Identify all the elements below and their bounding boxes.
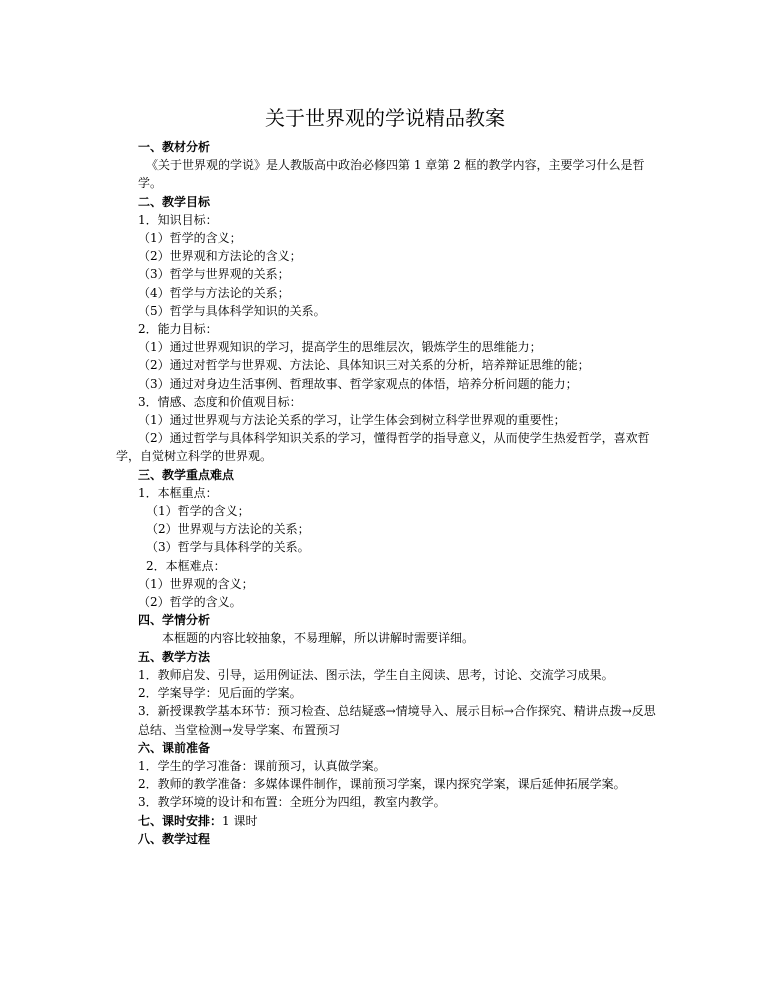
list-item: （2）哲学的含义。 xyxy=(138,595,242,610)
section-heading-learner-analysis: 四、学情分析 xyxy=(138,613,211,628)
document-title: 关于世界观的学说精品教案 xyxy=(265,106,505,130)
list-item: （1）世界观的含义； xyxy=(138,576,254,591)
list-item: （2）世界观与方法论的关系； xyxy=(146,522,310,537)
section-heading-schedule xyxy=(138,812,660,830)
section-heading-objectives: 二、教学目标 xyxy=(138,194,211,209)
section-heading-materials: 一、教材分析 xyxy=(138,140,211,154)
list-item: （1）哲学的含义； xyxy=(138,231,242,246)
schedule-label: 七、课时安排： xyxy=(138,813,223,828)
subheading: 2．本框难点： xyxy=(146,558,226,573)
subheading: 3．情感、态度和价值观目标： xyxy=(138,394,302,409)
list-item: （2）通过对哲学与世界观、方法论、具体知识三对关系的分析，培养辩证思维的能； xyxy=(138,358,590,373)
section-heading-process: 八、教学过程 xyxy=(138,831,211,846)
list-item: （3）通过对身边生活事例、哲理故事、哲学家观点的体悟，培养分析问题的能力； xyxy=(138,376,578,391)
list-item: （5）哲学与具体科学知识的关系。 xyxy=(138,303,326,318)
list-item: （3）哲学与世界观的关系； xyxy=(138,267,290,282)
list-item: 3．新授课教学基本环节：预习检查、总结疑惑→情境导入、展示目标→合作探究、精讲点拨→反思总结、当堂检测→发导学案、布置预习 xyxy=(138,704,656,737)
paragraph: 本框题的内容比较抽象，不易理解，所以讲解时需要详细。 xyxy=(162,631,475,646)
subheading: 1．本框重点： xyxy=(138,485,218,500)
list-item: （2）世界观和方法论的含义； xyxy=(138,249,302,264)
subheading: 1．知识目标： xyxy=(138,212,218,227)
list-item: 1．教师启发、引导，运用例证法、图示法，学生自主阅读、思考，讨论、交流学习成果。 xyxy=(138,667,614,682)
list-item: （3）哲学与具体科学的关系。 xyxy=(146,540,310,555)
list-item: （1）哲学的含义； xyxy=(146,504,250,519)
schedule-value: 1 课时 xyxy=(222,813,258,828)
list-item: 3．教学环境的设计和布置：全班分为四组，教室内教学。 xyxy=(138,795,446,810)
list-item: （1）通过世界观与方法论关系的学习，让学生体会到树立科学世界观的重要性； xyxy=(138,413,566,428)
list-item: 2．教师的教学准备：多媒体课件制作，课前预习学案，课内探究学案，课后延伸拓展学案。 xyxy=(138,777,626,792)
section-heading-methods: 五、教学方法 xyxy=(138,649,211,664)
list-item: （4）哲学与方法论的关系； xyxy=(138,285,290,300)
list-item: 2．学案导学：见后面的学案。 xyxy=(138,686,302,701)
list-item: （2）通过哲学与具体科学知识关系的学习，懂得哲学的指导意义，从而使学生热爱哲学，喜欢哲学，自觉树立科学的世界观。 xyxy=(116,431,650,464)
section-heading-key-points: 三、教学重点难点 xyxy=(138,467,235,482)
document-body xyxy=(116,138,660,848)
section-heading-preparation: 六、课前准备 xyxy=(138,740,211,755)
list-item: （1）通过世界观知识的学习，提高学生的思维层次，锻炼学生的思维能力； xyxy=(138,340,542,355)
list-item: 1．学生的学习准备：课前预习，认真做学案。 xyxy=(138,758,386,773)
subheading: 2．能力目标： xyxy=(138,322,218,337)
paragraph: 《关于世界观的学说》是人教版高中政治必修四第 1 章第 2 框的教学内容，主要学习什么是哲学。 xyxy=(138,158,645,191)
